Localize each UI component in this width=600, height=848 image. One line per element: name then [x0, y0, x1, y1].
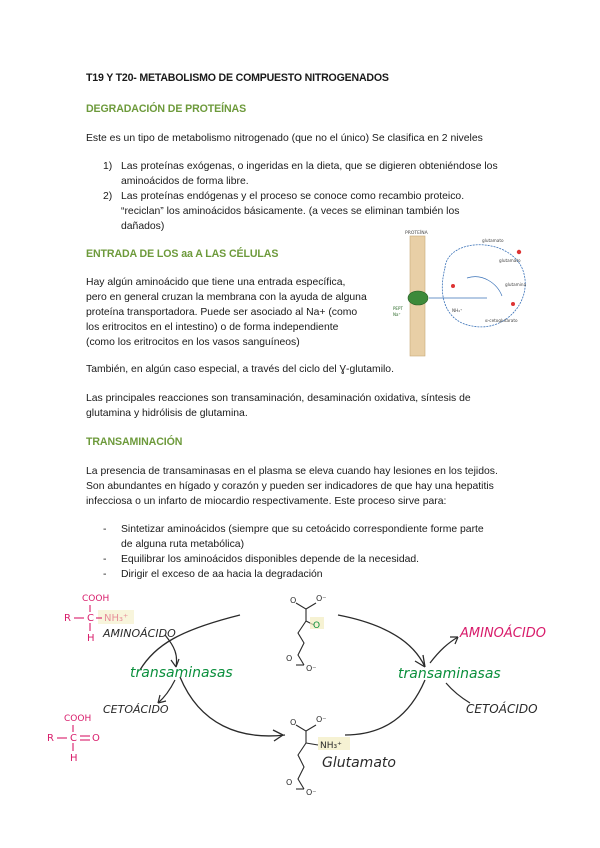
o-label: O [92, 733, 100, 744]
list-item-line: Las proteínas endógenas y el proceso se conoce como recambio proteico. [121, 191, 465, 202]
paragraph-line: (como los eritrocitos en los vasos sanguíneos) [86, 337, 300, 348]
marker-icon [451, 284, 455, 288]
transporter-protein-icon [408, 291, 428, 305]
paragraph-line: proteína transportadora. Puede ser asociado al Na+ (como [86, 307, 358, 318]
o-minus-label: O⁻ [316, 594, 327, 603]
glutamate-structure [296, 725, 318, 789]
cycle-arc-top-left [140, 615, 240, 670]
h-label: H [70, 753, 78, 764]
cycle-arc-bottom-left [180, 677, 285, 736]
list-item-line: aminoácidos de forma libre. [121, 176, 249, 187]
transamination-diagram [0, 585, 600, 848]
h-label: H [87, 633, 95, 644]
cooh-label: COOH [64, 714, 92, 724]
marker-icon [517, 250, 521, 254]
bullet-line: Dirigir el exceso de aa hacia la degradación [121, 569, 323, 580]
bullet-line: Sintetizar aminoácidos (siempre que su cetoácido correspondiente forme parte [121, 524, 484, 535]
o-label: O [290, 596, 297, 605]
alpha-ketoglutarate-structure [296, 603, 316, 665]
o-minus-label: O⁻ [306, 788, 317, 797]
o-minus-label: O⁻ [306, 664, 317, 673]
o-label: O [286, 778, 293, 787]
paragraph-line: los eritrocitos en el intestino) o de forma independiente [86, 322, 339, 333]
paragraph-line: Las principales reacciones son transaminación, desaminación oxidativa, síntesis de [86, 393, 471, 404]
bullet-mark: - [103, 554, 107, 565]
figure-label: glutamato [499, 258, 521, 263]
r-label: R [64, 613, 71, 624]
ketone-o-label: O [313, 621, 321, 631]
figure-label: glutamato [482, 238, 504, 243]
paragraph-line: Son abundantes en hígado y corazón y pueden ser indicadores de que hay una hepatitis [86, 481, 494, 492]
heading-degradacion: DEGRADACIÓN DE PROTEÍNAS [86, 103, 247, 115]
o-minus-label: O⁻ [316, 715, 327, 724]
gamma-glutamyl-cycle-figure [387, 228, 539, 358]
figure-label: Na⁺ [393, 312, 401, 317]
c-label: C [87, 613, 94, 624]
o-label: O [290, 718, 297, 727]
heading-entrada: ENTRADA DE LOS aa A LAS CÉLULAS [86, 248, 279, 260]
bullet-mark: - [103, 524, 107, 535]
r-label: R [47, 733, 54, 744]
paragraph-line: La presencia de transaminasas en el plasma se eleva cuando hay lesiones en los tejidos. [86, 466, 498, 477]
transaminasas-label-right: transaminasas [398, 666, 501, 682]
marker-icon [511, 302, 515, 306]
bullet-mark: - [103, 569, 107, 580]
cycle-arc-bottom-right [345, 680, 425, 735]
arrow-aminoacido-out [430, 637, 458, 663]
intro-text: Este es un tipo de metabolismo nitrogenado (que no el único) Se clasifica en 2 niveles [86, 133, 483, 144]
list-item-line: “reciclan” los aminoácidos básicamente. (a veces se eliminan también los [121, 206, 460, 217]
paragraph-line: Hay algún aminoácido que tiene una entrada específica, [86, 277, 346, 288]
figure-label: PEPT [393, 306, 403, 311]
transaminasas-label-left: transaminasas [130, 665, 233, 681]
nh3-label: NH₃⁺ [320, 741, 342, 751]
o-label: O [286, 654, 293, 663]
figure-label: PROTEÍNA [405, 231, 428, 236]
aminoacido-label-left: AMINOÁCIDO [103, 627, 176, 640]
cetoacido-label-right: CETOÁCIDO [466, 702, 538, 716]
list-number: 2) [103, 191, 113, 202]
aminoacido-label-right: AMINOÁCIDO [460, 626, 546, 641]
cooh-label: COOH [82, 594, 110, 604]
heading-transaminacion: TRANSAMINACIÓN [86, 436, 183, 448]
figure-label: glutamina [505, 282, 527, 287]
glutamato-label: Glutamato [322, 755, 396, 771]
paragraph-line: infecciosa o un infarto de miocardio respectivamente. Este proceso sirve para: [86, 496, 447, 507]
list-item-line: dañados) [121, 221, 165, 232]
figure-label: NH₄⁺ [452, 308, 463, 313]
bullet-line: Equilibrar los aminoácidos disponibles depende de la necesidad. [121, 554, 420, 565]
cetoacido-label-left: CETOÁCIDO [103, 703, 169, 716]
arrow-cetoacido-out [158, 680, 175, 703]
paragraph-line: También, en algún caso especial, a través del ciclo del Ɣ-glutamilo. [86, 364, 394, 375]
cycle-arc-top-right [338, 615, 425, 667]
arrow-cetoacido-in [446, 683, 470, 703]
paragraph-line: glutamina y hidrólisis de glutamina. [86, 408, 248, 419]
list-number: 1) [103, 161, 113, 172]
list-item-line: Las proteínas exógenas, o ingeridas en la dieta, que se digieren obteniéndose los [121, 161, 498, 172]
paragraph-line: pero en general cruzan la membrana con la ayuda de alguna [86, 292, 367, 303]
c-label: C [70, 733, 77, 744]
ketoacid-structure [47, 714, 100, 764]
document-title: T19 Y T20- METABOLISMO DE COMPUESTO NITROGENADOS [86, 72, 389, 84]
bullet-line: de alguna ruta metabólica) [121, 539, 245, 550]
figure-label: α-cetoglutarato [485, 318, 518, 323]
